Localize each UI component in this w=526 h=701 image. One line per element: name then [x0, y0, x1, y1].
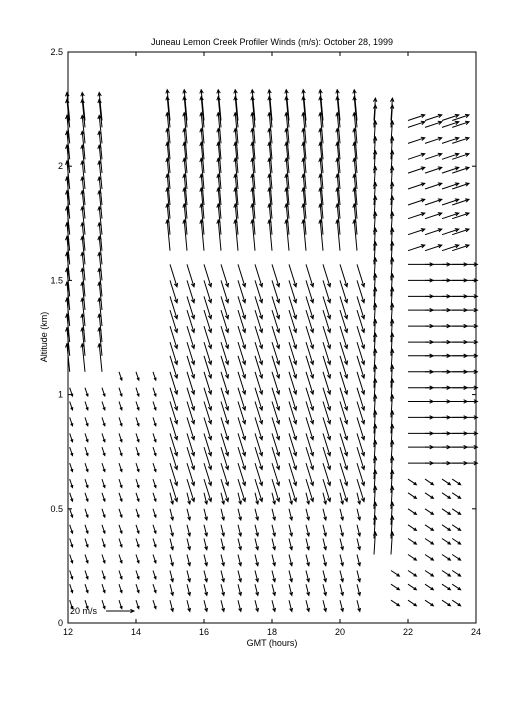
wind-vector [187, 555, 191, 566]
wind-vector [391, 600, 399, 606]
wind-vector [221, 509, 225, 520]
wind-vector [289, 539, 293, 550]
wind-vector [85, 402, 88, 410]
wind-vector [85, 433, 88, 441]
wind-vector [306, 571, 310, 582]
wind-vector [187, 600, 191, 611]
wind-vector [255, 509, 259, 520]
wind-vector [306, 525, 310, 536]
wind-vector [425, 137, 442, 143]
y-tick-label: 2 [57, 161, 63, 172]
wind-vector [408, 479, 416, 485]
wind-vector [102, 493, 105, 501]
wind-vector [153, 600, 156, 608]
wind-vector [452, 245, 469, 251]
wind-vector [255, 600, 259, 611]
wind-vector [238, 493, 242, 504]
wind-vector [119, 479, 122, 487]
wind-vector [357, 584, 361, 595]
wind-vector [238, 555, 242, 566]
wind-vector [119, 447, 122, 455]
wind-vector [306, 600, 310, 611]
wind-vector [425, 539, 433, 545]
wind-vector [442, 493, 450, 499]
wind-vector [452, 493, 460, 499]
wind-vector [136, 584, 139, 592]
wind-vector [119, 433, 122, 441]
wind-vector [170, 525, 174, 536]
wind-vector [425, 229, 442, 235]
wind-vector [323, 600, 327, 611]
wind-vector [452, 479, 460, 485]
wind-vector [272, 539, 276, 550]
wind-vector [204, 584, 208, 595]
wind-vector [119, 372, 122, 380]
y-tick-label: 2.5 [50, 47, 63, 57]
wind-vector [85, 571, 88, 579]
wind-vector [153, 584, 156, 592]
wind-vector [408, 229, 425, 235]
wind-vector [170, 493, 174, 504]
wind-vector [85, 525, 88, 533]
wind-vector [102, 447, 105, 455]
wind-vector [136, 417, 139, 425]
wind-vector [452, 167, 469, 173]
wind-vector [391, 584, 399, 590]
wind-vector [102, 388, 105, 396]
wind-vector [153, 433, 156, 441]
wind-vector [357, 555, 361, 566]
wind-vector [221, 555, 225, 566]
wind-vector [425, 183, 442, 189]
wind-vector [102, 555, 105, 563]
wind-vector [204, 571, 208, 582]
x-tick-label: 22 [402, 627, 414, 637]
plot-frame [68, 52, 476, 623]
wind-vector [255, 555, 259, 566]
wind-vector [153, 479, 156, 487]
wind-vector [187, 493, 191, 504]
wind-vector [153, 388, 156, 396]
wind-vector [204, 539, 208, 550]
wind-vector [102, 600, 105, 608]
wind-vector [408, 525, 416, 531]
wind-vector [238, 525, 242, 536]
wind-vector [425, 571, 433, 577]
wind-vector [373, 98, 377, 120]
wind-vector [442, 479, 450, 485]
wind-vector [452, 600, 460, 606]
y-tick-label: 0 [57, 618, 63, 628]
wind-vector [170, 509, 174, 520]
wind-vector [153, 493, 156, 501]
wind-vector [408, 539, 416, 545]
wind-vector [425, 114, 442, 120]
wind-vector [136, 525, 139, 533]
wind-vector [408, 213, 425, 219]
wind-vector [452, 525, 460, 531]
wind-vector [452, 213, 469, 219]
wind-vector [452, 199, 469, 205]
wind-vector [153, 447, 156, 455]
y-tick-label: 1.5 [50, 275, 63, 286]
wind-vector [306, 493, 310, 504]
wind-vector [136, 571, 139, 579]
wind-vector [452, 584, 460, 590]
wind-vector [357, 539, 361, 550]
wind-vector [85, 539, 88, 547]
wind-vector [408, 121, 425, 127]
wind-vector [425, 525, 433, 531]
wind-vector [425, 479, 433, 485]
wind-vector [452, 137, 469, 143]
chart-title: Juneau Lemon Creek Profiler Winds (m/s): October 28, 1999 [150, 37, 394, 47]
wind-vector [102, 417, 105, 425]
wind-vector [119, 417, 122, 425]
wind-vector [452, 121, 469, 127]
wind-vector [340, 600, 344, 611]
wind-vector [442, 555, 450, 561]
x-tick-label: 12 [62, 627, 74, 637]
wind-vector [102, 463, 105, 471]
wind-vector [442, 571, 450, 577]
wind-vector [408, 493, 416, 499]
wind-vector [357, 493, 361, 504]
wind-vector [452, 555, 460, 561]
wind-vector [425, 199, 442, 205]
wind-vector [70, 555, 73, 563]
wind-vector [102, 525, 105, 533]
wind-vector [70, 539, 73, 547]
y-tick-label: 1 [57, 389, 63, 400]
wind-vector [408, 183, 425, 189]
wind-vector [119, 525, 122, 533]
wind-vector [70, 509, 73, 517]
wind-vector [425, 153, 442, 159]
wind-vector [153, 402, 156, 410]
wind-vector [85, 417, 88, 425]
wind-vector [153, 463, 156, 471]
wind-vector [357, 571, 361, 582]
wind-vector [204, 493, 208, 504]
wind-vector [204, 509, 208, 520]
wind-vector [272, 525, 276, 536]
wind-vector [323, 584, 327, 595]
wind-vector [85, 584, 88, 592]
wind-vector [425, 121, 442, 127]
wind-vector [85, 555, 88, 563]
wind-vector [340, 493, 344, 504]
wind-vector [289, 584, 293, 595]
wind-vector [425, 584, 433, 590]
wind-vector [119, 600, 122, 608]
wind-vector [452, 153, 469, 159]
wind-vector [408, 167, 425, 173]
wind-vector [170, 600, 174, 611]
wind-vector [136, 509, 139, 517]
wind-vector [408, 153, 425, 159]
wind-vector [323, 539, 327, 550]
wind-vector [102, 433, 105, 441]
wind-vector [425, 493, 433, 499]
wind-vector [340, 525, 344, 536]
reference-vector [70, 606, 134, 616]
wind-vector [136, 433, 139, 441]
wind-vector [340, 571, 344, 582]
wind-vector [102, 479, 105, 487]
wind-vector [85, 447, 88, 455]
wind-vector [70, 571, 73, 579]
wind-vector [70, 479, 73, 487]
wind-vector [204, 555, 208, 566]
wind-vector [425, 213, 442, 219]
wind-vector [306, 584, 310, 595]
wind-vector [323, 509, 327, 520]
wind-vector [187, 509, 191, 520]
wind-vector [238, 509, 242, 520]
wind-vector [408, 584, 416, 590]
wind-vector [119, 584, 122, 592]
wind-vector [70, 447, 73, 455]
wind-vector [306, 539, 310, 550]
wind-vector [170, 571, 174, 582]
wind-vector [289, 525, 293, 536]
wind-vector [289, 600, 293, 611]
wind-vector [119, 571, 122, 579]
wind-vector [85, 479, 88, 487]
wind-vector [408, 600, 416, 606]
wind-vector [170, 539, 174, 550]
wind-vector [153, 539, 156, 547]
wind-vector [425, 245, 442, 251]
wind-vector [204, 525, 208, 536]
wind-vector [452, 229, 469, 235]
wind-vector [187, 571, 191, 582]
wind-vector [255, 584, 259, 595]
wind-vector [408, 571, 416, 577]
wind-vector [390, 98, 394, 120]
wind-vector [452, 509, 460, 515]
wind-vector [323, 493, 327, 504]
wind-vector [153, 509, 156, 517]
y-tick-label: 0.5 [50, 503, 63, 514]
wind-vector [136, 388, 139, 396]
wind-vector [408, 245, 425, 251]
wind-vector [70, 493, 73, 501]
wind-vector [85, 388, 88, 396]
wind-vector [136, 463, 139, 471]
wind-vector [452, 114, 469, 120]
x-tick-label: 24 [470, 627, 482, 637]
wind-vector [221, 539, 225, 550]
reference-vector-arrow [106, 609, 134, 612]
wind-vector [221, 571, 225, 582]
wind-vector [289, 571, 293, 582]
wind-vector [102, 571, 105, 579]
wind-vector [70, 525, 73, 533]
wind-vector [391, 571, 399, 577]
wind-vector [238, 584, 242, 595]
wind-vector [119, 463, 122, 471]
wind-vector [408, 199, 425, 205]
wind-vector [452, 539, 460, 545]
wind-vector [357, 509, 361, 520]
wind-vector [340, 584, 344, 595]
wind-vector [425, 167, 442, 173]
wind-vector [442, 539, 450, 545]
wind-vector [70, 402, 73, 410]
wind-vector [425, 600, 433, 606]
wind-vectors [66, 90, 478, 612]
wind-vector [153, 417, 156, 425]
wind-vector [153, 372, 156, 380]
wind-vector [323, 555, 327, 566]
wind-vector [255, 571, 259, 582]
wind-vector [357, 525, 361, 536]
wind-vector [136, 372, 139, 380]
wind-vector [323, 525, 327, 536]
wind-vector [187, 539, 191, 550]
wind-vector [408, 555, 416, 561]
wind-vector [70, 584, 73, 592]
wind-vector [408, 137, 425, 143]
wind-vector [323, 571, 327, 582]
wind-vector [153, 525, 156, 533]
wind-vector [408, 509, 416, 515]
wind-vector [119, 402, 122, 410]
wind-vector [102, 402, 105, 410]
wind-vector [221, 584, 225, 595]
wind-vector [289, 509, 293, 520]
wind-vector [85, 463, 88, 471]
wind-vector [221, 600, 225, 611]
wind-vector [70, 433, 73, 441]
wind-vector [136, 493, 139, 501]
wind-vector [272, 493, 276, 504]
x-tick-label: 20 [334, 627, 346, 637]
wind-vector [340, 509, 344, 520]
wind-vector [238, 571, 242, 582]
wind-vector [136, 402, 139, 410]
wind-vector [153, 571, 156, 579]
wind-vector [272, 509, 276, 520]
wind-vector [187, 584, 191, 595]
wind-vector [119, 493, 122, 501]
wind-vector [255, 539, 259, 550]
wind-vector [102, 509, 105, 517]
wind-vector [170, 555, 174, 566]
wind-vector [70, 463, 73, 471]
wind-vector [272, 584, 276, 595]
wind-vector [425, 509, 433, 515]
wind-vector [187, 525, 191, 536]
wind-vector [238, 600, 242, 611]
wind-vector [289, 555, 293, 566]
wind-vector [340, 539, 344, 550]
wind-vector [70, 417, 73, 425]
wind-vector [306, 509, 310, 520]
wind-vector [442, 509, 450, 515]
x-tick-label: 16 [198, 627, 210, 637]
wind-vector [452, 183, 469, 189]
wind-vector [119, 388, 122, 396]
wind-vector [357, 600, 361, 611]
wind-vector [170, 584, 174, 595]
wind-vector [102, 584, 105, 592]
wind-vector [102, 539, 105, 547]
wind-vector [272, 571, 276, 582]
wind-vector [221, 493, 225, 504]
x-tick-label: 18 [266, 627, 278, 637]
wind-vector [119, 555, 122, 563]
y-axis-label: Altitude (km) [39, 311, 49, 363]
wind-vector [136, 555, 139, 563]
wind-vector [289, 493, 293, 504]
reference-vector-label: 20 m/s [70, 606, 98, 616]
wind-vector [255, 525, 259, 536]
wind-vector [119, 509, 122, 517]
wind-vector [272, 555, 276, 566]
wind-vector [153, 555, 156, 563]
wind-vector [136, 600, 139, 608]
wind-vector [204, 600, 208, 611]
wind-vector [442, 584, 450, 590]
wind-vector [136, 539, 139, 547]
x-tick-label: 14 [130, 627, 142, 637]
wind-vector [442, 525, 450, 531]
x-axis-label: GMT (hours) [246, 638, 298, 648]
wind-vector [85, 509, 88, 517]
wind-vector [452, 571, 460, 577]
wind-vector [85, 493, 88, 501]
wind-vector [221, 525, 225, 536]
wind-vector [272, 600, 276, 611]
wind-vector [425, 555, 433, 561]
wind-vector [238, 539, 242, 550]
wind-vector [119, 539, 122, 547]
wind-vector [340, 555, 344, 566]
wind-vector [255, 493, 259, 504]
wind-vector [408, 114, 425, 120]
wind-vector [136, 479, 139, 487]
wind-vector [136, 447, 139, 455]
wind-vector [306, 555, 310, 566]
wind-vector [442, 600, 450, 606]
